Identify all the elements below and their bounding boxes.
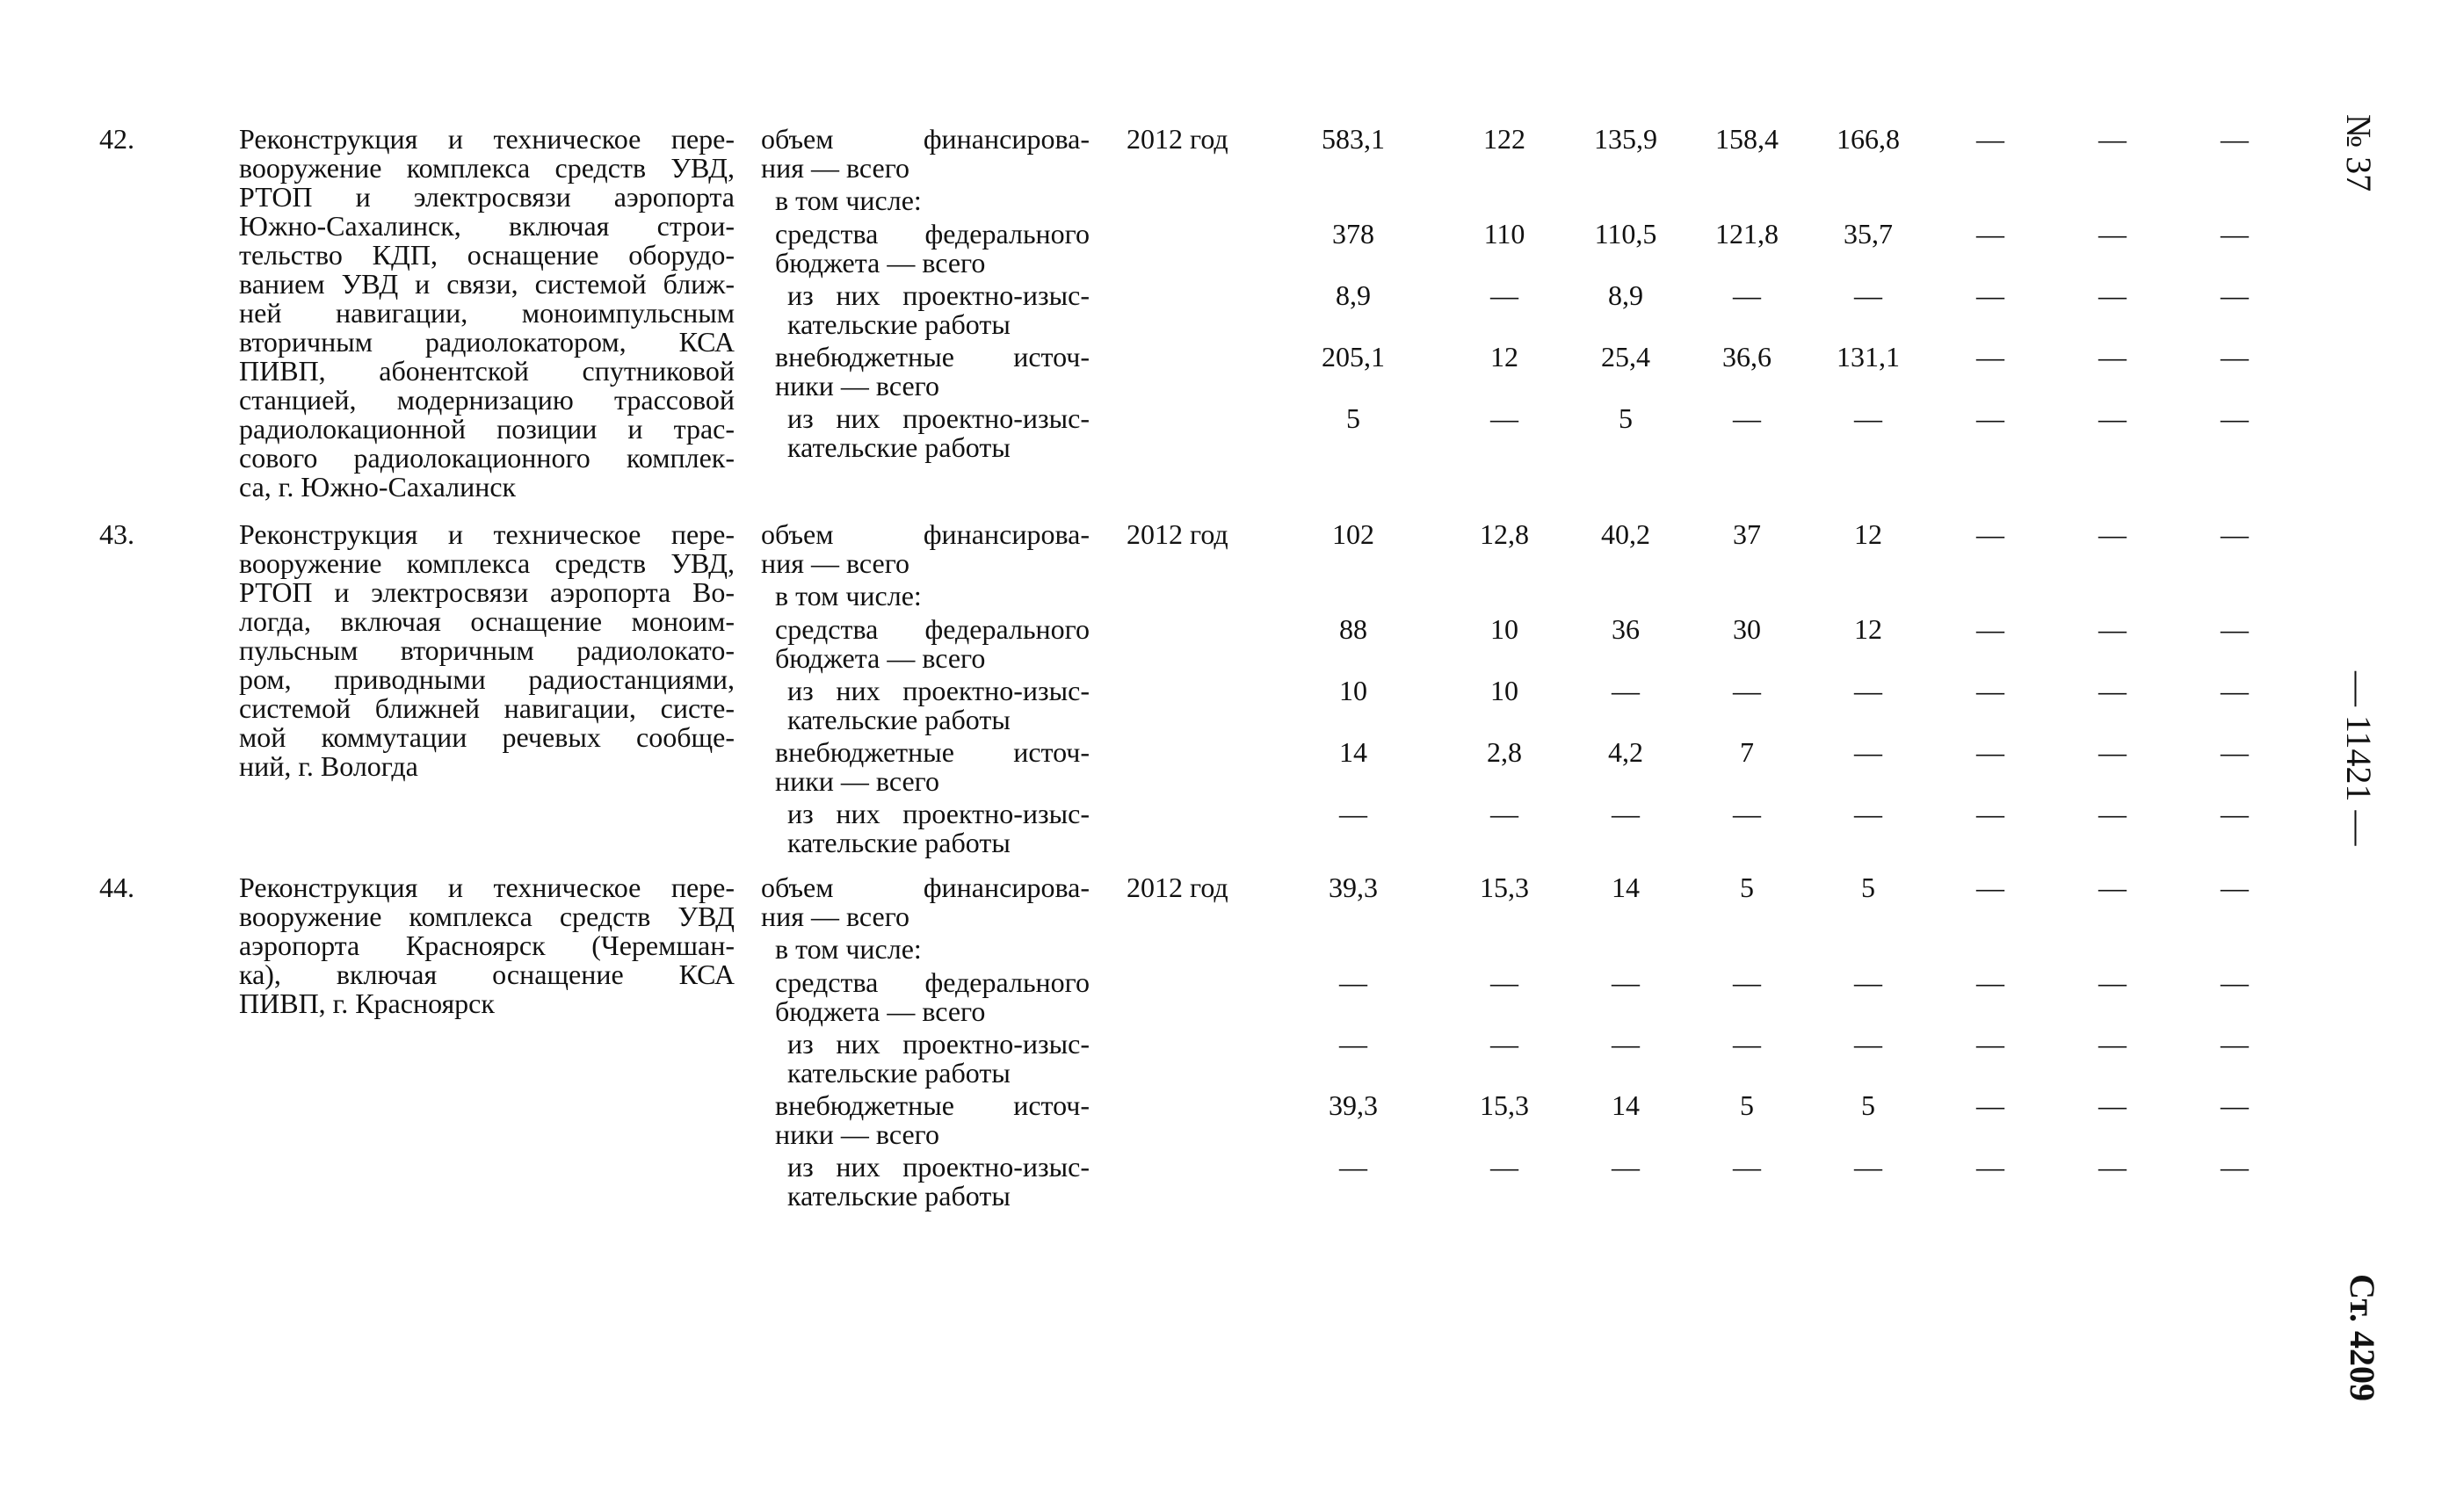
value-cell: 166,8: [1837, 123, 1900, 155]
value-cell: —: [1976, 279, 2004, 311]
value-cell: —: [1733, 1028, 1761, 1060]
sub-row-label: [775, 935, 1090, 964]
value-cell: 131,1: [1837, 341, 1900, 373]
label-line: объем финансирова-: [761, 872, 1090, 903]
value-cell: 10: [1490, 613, 1518, 645]
label-line: объем финансирова-: [761, 123, 1090, 155]
value-cell: —: [1733, 279, 1761, 311]
value-cell: —: [2221, 1028, 2249, 1060]
value-cell: —: [2221, 966, 2249, 998]
description-line: Реконструкция и техническое пере-: [239, 123, 735, 155]
value-cell: 135,9: [1594, 123, 1657, 155]
value-cell: 378: [1332, 218, 1374, 250]
label-line: из них проектно-изыс-: [787, 675, 1090, 706]
value-cell: —: [1976, 966, 2004, 998]
value-cell: —: [2098, 1089, 2127, 1121]
value-cell: —: [1854, 966, 1882, 998]
value-cell: —: [2221, 123, 2249, 155]
label-line: в том числе:: [775, 580, 922, 611]
value-cell: —: [1854, 798, 1882, 829]
value-cell: 15,3: [1480, 1089, 1529, 1121]
value-cell: —: [2098, 518, 2127, 550]
description-line: са, г. Южно-Сахалинск: [239, 471, 517, 503]
value-cell: —: [1490, 798, 1518, 829]
description-line: ний, г. Вологда: [239, 750, 418, 782]
label-line: внебюджетные источ-: [775, 341, 1090, 373]
label-line: бюджета — всего: [775, 995, 986, 1027]
value-cell: 5: [1346, 402, 1360, 434]
value-cell: 205,1: [1322, 341, 1385, 373]
value-cell: —: [2098, 123, 2127, 155]
value-cell: 14: [1612, 872, 1640, 903]
value-cell: —: [1976, 123, 2004, 155]
value-cell: —: [1854, 402, 1882, 434]
value-cell: —: [1339, 1028, 1367, 1060]
row-number: 44.: [99, 872, 134, 903]
label-line: средства федерального: [775, 613, 1090, 645]
value-cell: —: [1976, 675, 2004, 706]
value-cell: 158,4: [1715, 123, 1779, 155]
value-cell: 10: [1339, 675, 1367, 706]
description-line: аэропорта Красноярск (Черемшан-: [239, 930, 735, 961]
value-cell: —: [2221, 798, 2249, 829]
value-cell: —: [1339, 966, 1367, 998]
value-cell: —: [1339, 798, 1367, 829]
value-cell: —: [2221, 1089, 2249, 1121]
label-line: бюджета — всего: [775, 642, 986, 674]
value-cell: —: [1854, 279, 1882, 311]
value-cell: 12: [1854, 518, 1882, 550]
label-line: в том числе:: [775, 933, 922, 965]
label-line: в том числе:: [775, 184, 922, 216]
row-description: [239, 520, 735, 781]
sub-row-label: [787, 404, 1090, 462]
value-cell: —: [2098, 736, 2127, 768]
sub-row-label: [775, 220, 1090, 278]
value-cell: —: [1854, 675, 1882, 706]
sub-row-label: [775, 582, 1090, 611]
description-line: РТОП и электросвязи аэропорта Во-: [239, 576, 735, 608]
value-cell: 15,3: [1480, 872, 1529, 903]
label-line: из них проектно-изыс-: [787, 1151, 1090, 1183]
value-cell: 14: [1339, 736, 1367, 768]
value-cell: 30: [1733, 613, 1761, 645]
sub-row-label: [761, 125, 1090, 183]
description-line: ром, приводными радиостанциями,: [239, 663, 735, 695]
value-cell: 7: [1740, 736, 1754, 768]
value-cell: —: [1339, 1151, 1367, 1183]
label-line: ники — всего: [775, 370, 939, 402]
description-line: ПИВП, г. Красноярск: [239, 988, 495, 1019]
description-line: вооружение комплекса средств УВД,: [239, 152, 735, 184]
value-cell: 102: [1332, 518, 1374, 550]
description-line: вооружение комплекса средств УВД: [239, 901, 735, 932]
value-cell: —: [2221, 518, 2249, 550]
value-cell: —: [1612, 675, 1640, 706]
sub-row-label: [787, 281, 1090, 339]
issue-number: № 37: [2339, 114, 2379, 192]
label-line: ния — всего: [761, 547, 910, 579]
value-cell: 5: [1740, 1089, 1754, 1121]
label-line: ники — всего: [775, 1118, 939, 1150]
value-cell: —: [2098, 613, 2127, 645]
description-line: ПИВП, абонентской спутниковой: [239, 355, 735, 387]
page-number: — 11421 —: [2339, 671, 2379, 846]
value-cell: —: [1976, 402, 2004, 434]
sub-row-label: [761, 873, 1090, 931]
description-line: ней навигации, моноимпульсным: [239, 297, 735, 329]
description-line: тельство КДП, оснащение оборудо-: [239, 239, 735, 271]
value-cell: —: [1612, 966, 1640, 998]
label-line: ния — всего: [761, 901, 910, 932]
value-cell: —: [1490, 1151, 1518, 1183]
value-cell: 5: [1861, 872, 1875, 903]
description-line: вторичным радиолокатором, КСА: [239, 326, 735, 358]
value-cell: 39,3: [1329, 1089, 1378, 1121]
value-cell: 12,8: [1480, 518, 1529, 550]
row-number: 42.: [99, 123, 134, 155]
value-cell: 121,8: [1715, 218, 1779, 250]
value-cell: 4,2: [1608, 736, 1643, 768]
sub-row-label: [775, 343, 1090, 401]
value-cell: 39,3: [1329, 872, 1378, 903]
label-line: ники — всего: [775, 765, 939, 797]
value-cell: —: [1976, 1028, 2004, 1060]
value-cell: —: [1733, 798, 1761, 829]
value-cell: 35,7: [1844, 218, 1893, 250]
value-cell: 36,6: [1722, 341, 1772, 373]
value-cell: 36: [1612, 613, 1640, 645]
value-cell: 8,9: [1336, 279, 1371, 311]
value-cell: —: [2221, 279, 2249, 311]
value-cell: —: [1490, 966, 1518, 998]
value-cell: —: [1733, 402, 1761, 434]
value-cell: —: [2098, 966, 2127, 998]
label-line: внебюджетные источ-: [775, 736, 1090, 768]
value-cell: —: [2221, 872, 2249, 903]
value-cell: —: [1976, 518, 2004, 550]
value-cell: 10: [1490, 675, 1518, 706]
value-cell: —: [1612, 1151, 1640, 1183]
value-cell: —: [1976, 872, 2004, 903]
value-cell: 110,5: [1594, 218, 1657, 250]
label-line: из них проектно-изыс-: [787, 798, 1090, 829]
sub-row-label: [787, 1030, 1090, 1088]
label-line: средства федерального: [775, 966, 1090, 998]
label-line: ния — всего: [761, 152, 910, 184]
row-year: 2012 год: [1127, 123, 1228, 155]
description-line: пульсным вторичным радиолокато-: [239, 634, 735, 666]
label-line: кательские работы: [787, 308, 1011, 340]
value-cell: 37: [1733, 518, 1761, 550]
value-cell: —: [1490, 1028, 1518, 1060]
label-line: кательские работы: [787, 1180, 1011, 1212]
value-cell: —: [2221, 613, 2249, 645]
value-cell: —: [1976, 218, 2004, 250]
value-cell: 110: [1483, 218, 1525, 250]
description-line: мой коммутации речевых сообще-: [239, 721, 735, 753]
value-cell: 122: [1483, 123, 1525, 155]
value-cell: —: [2098, 402, 2127, 434]
value-cell: —: [2221, 218, 2249, 250]
value-cell: —: [2221, 736, 2249, 768]
value-cell: 40,2: [1601, 518, 1650, 550]
description-line: системой ближней навигации, систе-: [239, 692, 735, 724]
value-cell: —: [1976, 613, 2004, 645]
value-cell: —: [2098, 872, 2127, 903]
description-line: логда, включая оснащение моноим-: [239, 605, 735, 637]
sub-row-label: [775, 1091, 1090, 1149]
column-number: Ст. 4209: [2343, 1274, 2382, 1401]
row-year: 2012 год: [1127, 872, 1228, 903]
value-cell: —: [2098, 341, 2127, 373]
label-line: кательские работы: [787, 704, 1011, 735]
value-cell: —: [2098, 675, 2127, 706]
value-cell: —: [1490, 279, 1518, 311]
value-cell: 25,4: [1601, 341, 1650, 373]
value-cell: —: [1733, 966, 1761, 998]
label-line: объем финансирова-: [761, 518, 1090, 550]
value-cell: 583,1: [1322, 123, 1385, 155]
value-cell: —: [1976, 341, 2004, 373]
value-cell: —: [2221, 675, 2249, 706]
row-description: [239, 873, 735, 1018]
value-cell: 5: [1740, 872, 1754, 903]
description-line: Южно-Сахалинск, включая строи-: [239, 210, 735, 242]
value-cell: —: [1733, 1151, 1761, 1183]
description-line: Реконструкция и техническое пере-: [239, 518, 735, 550]
value-cell: —: [1976, 1089, 2004, 1121]
sub-row-label: [775, 615, 1090, 673]
row-year: 2012 год: [1127, 518, 1228, 550]
value-cell: —: [1854, 1028, 1882, 1060]
value-cell: 2,8: [1487, 736, 1522, 768]
value-cell: —: [2221, 402, 2249, 434]
value-cell: —: [1854, 736, 1882, 768]
description-line: станцией, модернизацию трассовой: [239, 384, 735, 416]
sub-row-label: [787, 676, 1090, 734]
description-line: сового радиолокационного комплек-: [239, 442, 735, 474]
description-line: ванием УВД и связи, системой ближ-: [239, 268, 735, 300]
value-cell: 14: [1612, 1089, 1640, 1121]
label-line: кательские работы: [787, 827, 1011, 858]
value-cell: —: [1976, 1151, 2004, 1183]
value-cell: —: [2098, 1028, 2127, 1060]
sub-row-label: [775, 738, 1090, 796]
value-cell: —: [2098, 218, 2127, 250]
value-cell: 12: [1854, 613, 1882, 645]
value-cell: —: [2098, 1151, 2127, 1183]
description-line: радиолокационной позиции и трас-: [239, 413, 735, 445]
value-cell: 12: [1490, 341, 1518, 373]
value-cell: —: [2098, 279, 2127, 311]
label-line: из них проектно-изыс-: [787, 1028, 1090, 1060]
description-line: Реконструкция и техническое пере-: [239, 872, 735, 903]
description-line: вооружение комплекса средств УВД,: [239, 547, 735, 579]
label-line: из них проектно-изыс-: [787, 402, 1090, 434]
sub-row-label: [775, 968, 1090, 1026]
value-cell: 5: [1619, 402, 1633, 434]
value-cell: —: [1976, 736, 2004, 768]
label-line: бюджета — всего: [775, 247, 986, 279]
value-cell: —: [2221, 341, 2249, 373]
description-line: РТОП и электросвязи аэропорта: [239, 181, 735, 213]
label-line: средства федерального: [775, 218, 1090, 250]
value-cell: 88: [1339, 613, 1367, 645]
value-cell: —: [1733, 675, 1761, 706]
sub-row-label: [787, 1153, 1090, 1211]
value-cell: —: [1976, 798, 2004, 829]
value-cell: 5: [1861, 1089, 1875, 1121]
sub-row-label: [775, 186, 1090, 215]
label-line: кательские работы: [787, 1057, 1011, 1089]
row-description: [239, 125, 735, 502]
label-line: кательские работы: [787, 431, 1011, 463]
value-cell: —: [1854, 1151, 1882, 1183]
value-cell: —: [1612, 1028, 1640, 1060]
description-line: ка), включая оснащение КСА: [239, 959, 735, 990]
label-line: из них проектно-изыс-: [787, 279, 1090, 311]
value-cell: —: [2221, 1151, 2249, 1183]
value-cell: 8,9: [1608, 279, 1643, 311]
label-line: внебюджетные источ-: [775, 1089, 1090, 1121]
value-cell: —: [1612, 798, 1640, 829]
value-cell: —: [1490, 402, 1518, 434]
row-number: 43.: [99, 518, 134, 550]
value-cell: —: [2098, 798, 2127, 829]
sub-row-label: [787, 799, 1090, 857]
sub-row-label: [761, 520, 1090, 578]
